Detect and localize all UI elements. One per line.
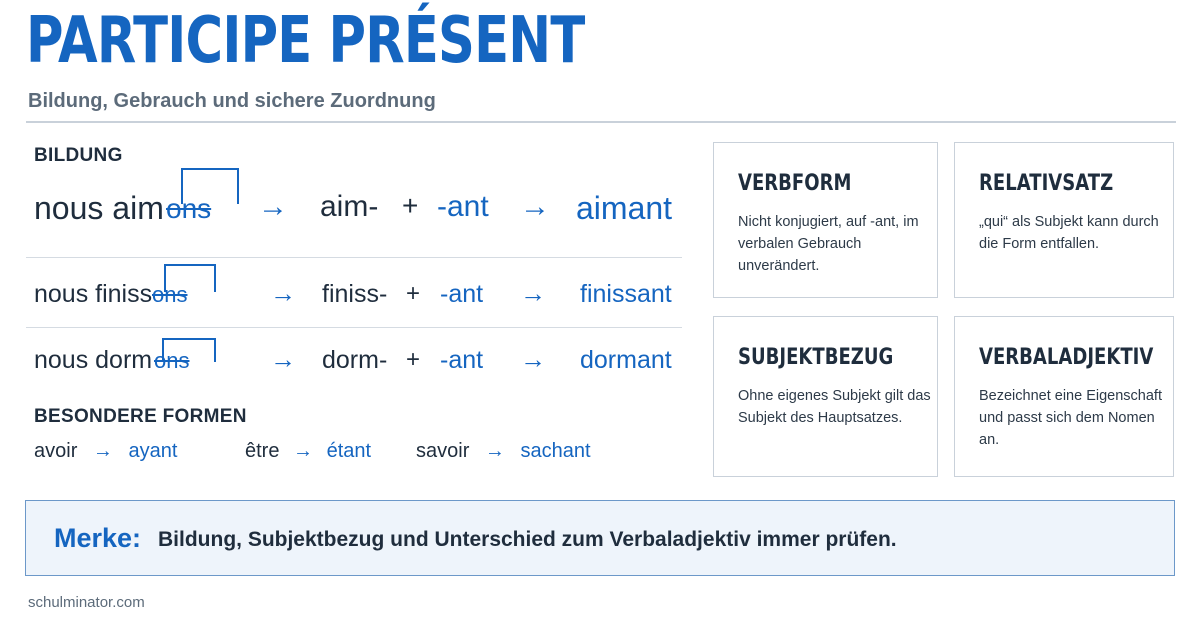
row-pronoun-stem: nous finiss xyxy=(34,280,153,308)
card-relativsatz xyxy=(954,142,1174,298)
merke-box xyxy=(25,500,1175,576)
bildung-label: BILDUNG xyxy=(34,145,123,166)
row-result: finissant xyxy=(580,280,672,308)
merke-label: Merke: xyxy=(54,523,142,553)
row-pronoun-stem: nous aim xyxy=(34,190,164,226)
row-ending: ons xyxy=(152,282,188,307)
row-pronoun-stem: nous dorm xyxy=(34,346,153,374)
card-subjektbezug xyxy=(713,316,938,477)
page-subtitle: Bildung, Gebrauch und sichere Zuordnung xyxy=(28,90,436,112)
card-verbaladjektiv xyxy=(954,316,1174,477)
row-ending: ons xyxy=(166,193,212,224)
row-divider xyxy=(26,257,682,258)
special-verb: avoir xyxy=(34,440,78,462)
header-divider xyxy=(26,121,1176,123)
row-result: aimant xyxy=(576,190,673,226)
arrow-icon: → xyxy=(293,440,314,462)
special-form-etre xyxy=(245,440,371,463)
row-stem: finiss- xyxy=(322,280,388,308)
card-title: SUBJEKTBEZUG xyxy=(738,345,894,370)
arrow-icon: → xyxy=(92,440,113,462)
arrow-icon: → xyxy=(270,278,296,308)
row-ending: ons xyxy=(154,348,190,373)
arrow-icon: → xyxy=(270,344,296,374)
page-title: PARTICIPE PRÉSENT xyxy=(26,4,585,78)
plus-sign: + xyxy=(402,190,419,221)
special-participle: sachant xyxy=(520,440,591,462)
card-text: Nicht konjugiert, auf -ant, im verbalen Gebrauch unverändert. xyxy=(738,214,919,274)
row-suffix: -ant xyxy=(440,346,484,374)
footer-site: schulminator.com xyxy=(28,594,145,611)
special-participle: étant xyxy=(326,440,372,462)
card-title: VERBFORM xyxy=(738,171,852,196)
row-divider xyxy=(26,327,682,328)
special-verb: être xyxy=(245,440,280,462)
special-participle: ayant xyxy=(128,440,178,462)
row-suffix: -ant xyxy=(440,280,484,308)
row-suffix: -ant xyxy=(437,190,489,223)
row-stem: aim- xyxy=(320,190,379,223)
plus-sign: + xyxy=(406,280,421,307)
row-result: dormant xyxy=(580,346,672,374)
special-form-avoir xyxy=(34,440,177,463)
arrow-icon: → xyxy=(258,190,288,223)
plus-sign: + xyxy=(406,346,421,373)
row-stem: dorm- xyxy=(322,346,388,374)
arrow-icon: → xyxy=(520,190,550,223)
card-text: Ohne eigenes Subjekt gilt das Subjekt des Hauptsatzes. xyxy=(738,388,931,426)
arrow-icon: → xyxy=(520,344,546,374)
card-title: VERBALADJEKTIV xyxy=(979,345,1154,370)
merke-text: Bildung, Subjektbezug und Unterschied zum Verbaladjektiv immer prüfen. xyxy=(158,528,897,551)
card-title: RELATIVSATZ xyxy=(979,171,1114,196)
card-text: „qui“ als Subjekt kann durch die Form entfallen. xyxy=(979,214,1159,252)
special-verb: savoir xyxy=(416,440,470,462)
arrow-icon: → xyxy=(520,278,546,308)
special-form-savoir xyxy=(416,440,591,463)
arrow-icon: → xyxy=(484,440,505,462)
card-verbform xyxy=(713,142,938,298)
besondere-formen-label: BESONDERE FORMEN xyxy=(34,406,247,427)
card-text: Bezeichnet eine Eigenschaft und passt sich dem Nomen an. xyxy=(979,388,1162,448)
